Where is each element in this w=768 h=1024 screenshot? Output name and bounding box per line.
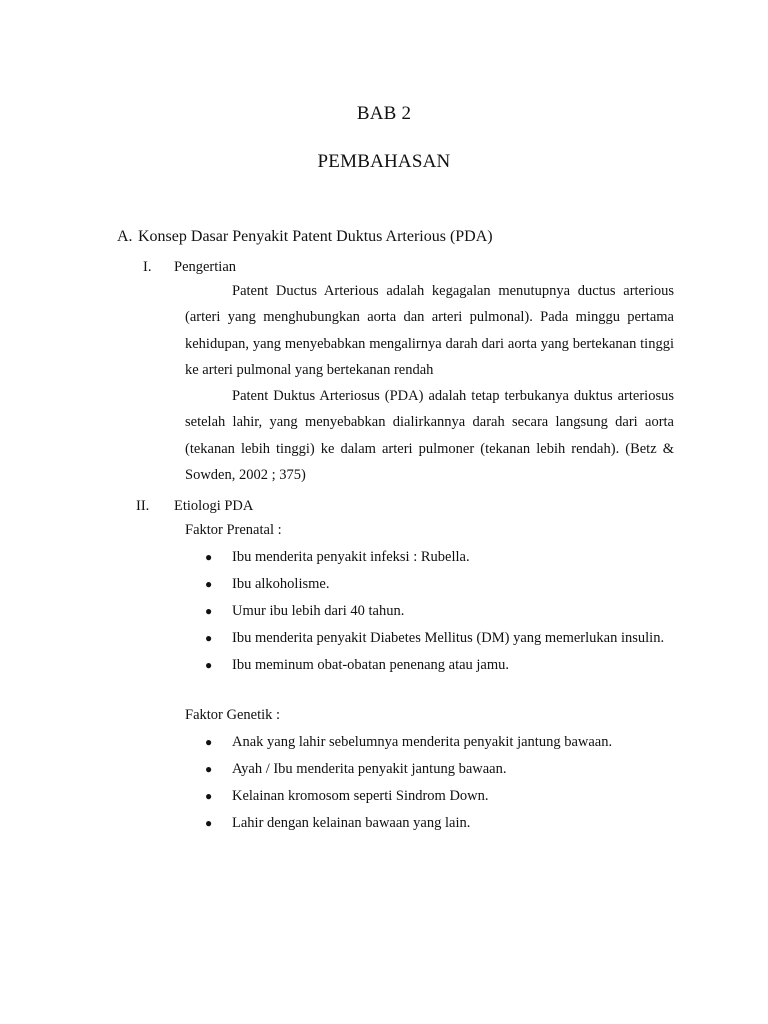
prenatal-factor-item-text: Umur ibu lebih dari 40 tahun. — [232, 603, 405, 619]
genetic-factor-item-text: Lahir dengan kelainan bawaan yang lain. — [232, 815, 471, 831]
section-a-heading — [117, 228, 493, 246]
genetic-factor-item — [185, 730, 674, 755]
pengertian-paragraph-2: Patent Duktus Arteriosus (PDA) adalah tetap terbukanya duktus arteriosus setelah lahir, yang menyebabkan dialirkannya darah secara langsung dari aorta (tekanan lebih tinggi) ke dalam arteri pulmoner (tekanan lebih rendah). (Betz & Sowden, 2002 ; 375) — [185, 388, 674, 483]
prenatal-factor-item-text: Ibu menderita penyakit Diabetes Mellitus (DM) yang memerlukan insulin. — [232, 630, 665, 646]
prenatal-factor-item — [185, 599, 674, 624]
genetic-factor-item — [185, 811, 674, 836]
bullet-icon: ● — [205, 735, 213, 749]
prenatal-factor-item — [185, 626, 674, 651]
genetic-factor-item-text: Anak yang lahir sebelumnya menderita penyakit jantung bawaan. — [232, 734, 613, 750]
prenatal-factor-item — [185, 653, 674, 678]
prenatal-factor-item-text: Ibu alkoholisme. — [232, 576, 330, 592]
faktor-prenatal-label: Faktor Prenatal : — [185, 522, 282, 538]
genetic-factor-item — [185, 784, 674, 809]
bullet-icon: ● — [205, 762, 213, 776]
prenatal-factor-item-text: Ibu menderita penyakit infeksi : Rubella. — [232, 549, 470, 565]
chapter-title: PEMBAHASAN — [317, 151, 451, 172]
chapter-heading: BAB 2 — [356, 103, 412, 124]
genetic-factor-item-text: Ayah / Ibu menderita penyakit jantung bawaan. — [232, 761, 507, 777]
section-a-marker: A. — [117, 228, 133, 245]
bullet-icon: ● — [205, 789, 213, 803]
bullet-icon: ● — [205, 631, 213, 645]
faktor-prenatal-list — [185, 545, 674, 680]
subsection-pengertian-label: Pengertian — [174, 259, 237, 275]
bullet-icon: ● — [205, 577, 213, 591]
section-a-title: Konsep Dasar Penyakit Patent Duktus Arterious (PDA) — [138, 228, 493, 245]
faktor-genetik-list — [185, 730, 674, 838]
prenatal-factor-item — [185, 545, 674, 570]
pengertian-paragraph-1: Patent Ductus Arterious adalah kegagalan menutupnya ductus arterious (arteri yang menghubungkan aorta dan arteri pulmonal). Pada minggu pertama kehidupan, yang menyebabkan mengalirnya darah dari aorta yang bertekanan tinggi ke arteri pulmonal yang bertekanan rendah — [185, 283, 674, 378]
faktor-genetik-label: Faktor Genetik : — [185, 707, 281, 723]
bullet-icon: ● — [205, 816, 213, 830]
bullet-icon: ● — [205, 550, 213, 564]
subsection-etiologi-numeral: II. — [136, 498, 150, 514]
prenatal-factor-item-text: Ibu meminum obat-obatan penenang atau jamu. — [232, 657, 510, 673]
subsection-pengertian-numeral: I. — [143, 259, 152, 275]
prenatal-factor-item — [185, 572, 674, 597]
genetic-factor-item-text: Kelainan kromosom seperti Sindrom Down. — [232, 788, 489, 804]
bullet-icon: ● — [205, 604, 213, 618]
bullet-icon: ● — [205, 658, 213, 672]
subsection-etiologi-label: Etiologi PDA — [174, 498, 254, 514]
genetic-factor-item — [185, 757, 674, 782]
